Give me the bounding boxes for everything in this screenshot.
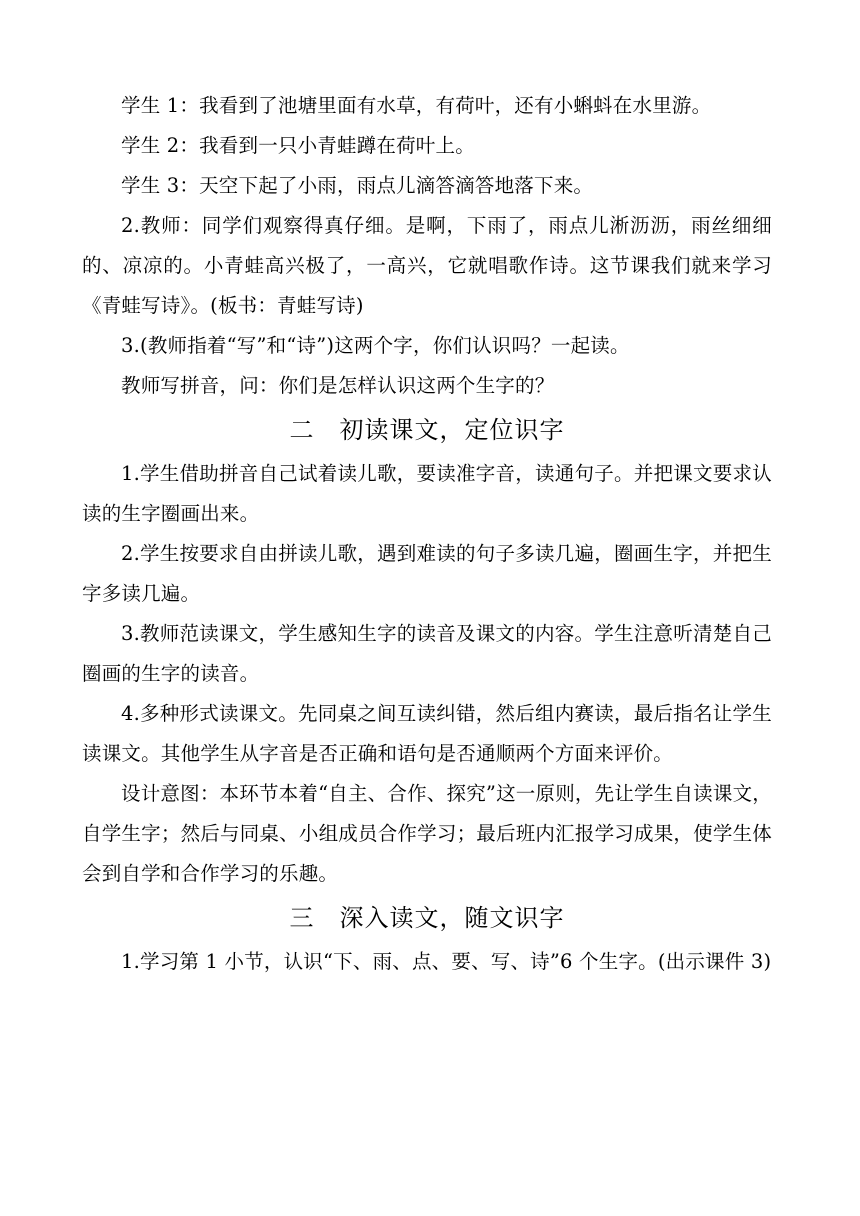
paragraph-section2-4: 4.多种形式读课文。先同桌之间互读纠错，然后组内赛读，最后指名让学生读课文。其他学生从字音是否正确和语句是否通顺两个方面来评价。 [82,702,772,765]
paragraph-student-3: 学生 3：天空下起了小雨，雨点儿滴答滴答地落下来。 [121,174,594,197]
paragraph-teacher-question: 3.(教师指着“写”和“诗”)这两个字，你们认识吗？一起读。 [121,334,630,357]
paragraph-teacher-intro: 2.教师：同学们观察得真仔细。是啊，下雨了，雨点儿淅沥沥，雨丝细细的、凉凉的。小青蛙高兴极了，一高兴，它就唱歌作诗。这节课我们就来学习《青蛙写诗》。(板书：青蛙写诗) [82,214,772,317]
paragraph-student-1: 学生 1：我看到了池塘里面有水草，有荷叶，还有小蝌蚪在水里游。 [121,94,712,117]
paragraph-student-2: 学生 2：我看到一只小青蛙蹲在荷叶上。 [121,134,475,157]
section-heading-2: 二 初读课文，定位识字 [289,416,565,444]
section-heading-3: 三 深入读文，随文识字 [289,904,565,932]
paragraph-design-intent: 设计意图：本环节本着“自主、合作、探究”这一原则，先让学生自读课文，自学生字；然后与同桌、小组成员合作学习；最后班内汇报学习成果，使学生体会到自学和合作学习的乐趣。 [82,782,772,885]
paragraph-section2-2: 2.学生按要求自由拼读儿歌，遇到难读的句子多读几遍，圈画生字，并把生字多读几遍。 [82,542,772,605]
paragraph-section2-3: 3.教师范读课文，学生感知生字的读音及课文的内容。学生注意听清楚自己圈画的生字的读音。 [82,622,772,685]
paragraph-section2-1: 1.学生借助拼音自己试着读儿歌，要读准字音，读通句子。并把课文要求认读的生字圈画出来。 [82,462,772,525]
paragraph-teacher-pinyin: 教师写拼音，问：你们是怎样认识这两个生字的？ [121,374,555,397]
document-body [82,86,772,982]
paragraph-section3-1: 1.学习第 1 小节，认识“下、雨、点、要、写、诗”6 个生字。(出示课件 3) [121,950,772,973]
